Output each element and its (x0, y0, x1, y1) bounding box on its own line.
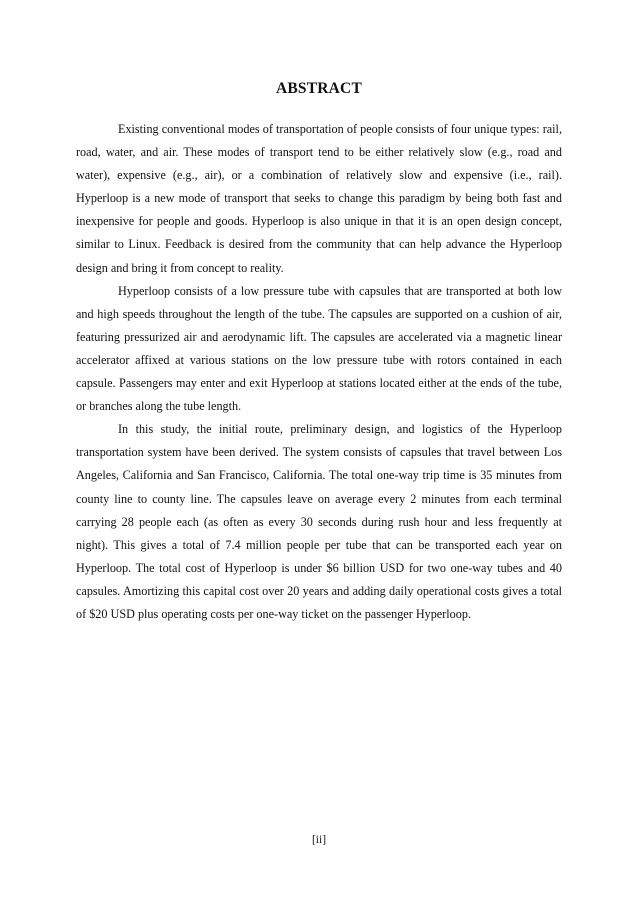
abstract-paragraph-1: Existing conventional modes of transportation of people consists of four unique types: rail, road, water, and air. These modes of transport tend to be either relatively slow (e.g., road and water), expensive (e.g., air), or a combination of relatively slow and expensive (i.e., rail). Hyperloop is a new mode of transport that seeks to change this paradigm by being both fast and inexpensive for people and goods. Hyperloop is also unique in that it is an open design concept, similar to Linux. Feedback is desired from the community that can help advance the Hyperloop design and bring it from concept to reality. (76, 122, 562, 275)
abstract-paragraph-3: In this study, the initial route, preliminary design, and logistics of the Hyperloop transportation system have been derived. The system consists of capsules that travel between Los Angeles, California and San Francisco, California. The total one-way trip time is 35 minutes from county line to county line. The capsules leave on average every 2 minutes from each terminal carrying 28 people each (as often as every 30 seconds during rush hour and less frequently at night). This gives a total of 7.4 million people per tube that can be transported each year on Hyperloop. The total cost of Hyperloop is under $6 billion USD for two one-way tubes and 40 capsules. Amortizing this capital cost over 20 years and adding daily operational costs gives a total of $20 USD plus operating costs per one-way ticket on the passenger Hyperloop. (76, 422, 562, 621)
page-number: [ii] (311, 834, 327, 846)
abstract-paragraph-2: Hyperloop consists of a low pressure tube with capsules that are transported at both low and high speeds throughout the length of the tube. The capsules are supported on a cushion of air, featuring pressurized air and aerodynamic lift. The capsules are accelerated via a magnetic linear accelerator affixed at various stations on the low pressure tube with rotors contained in each capsule. Passengers may enter and exit Hyperloop at stations located either at the ends of the tube, or branches along the tube length. (76, 283, 562, 414)
abstract-body (76, 118, 562, 626)
page-title: ABSTRACT (275, 80, 362, 97)
